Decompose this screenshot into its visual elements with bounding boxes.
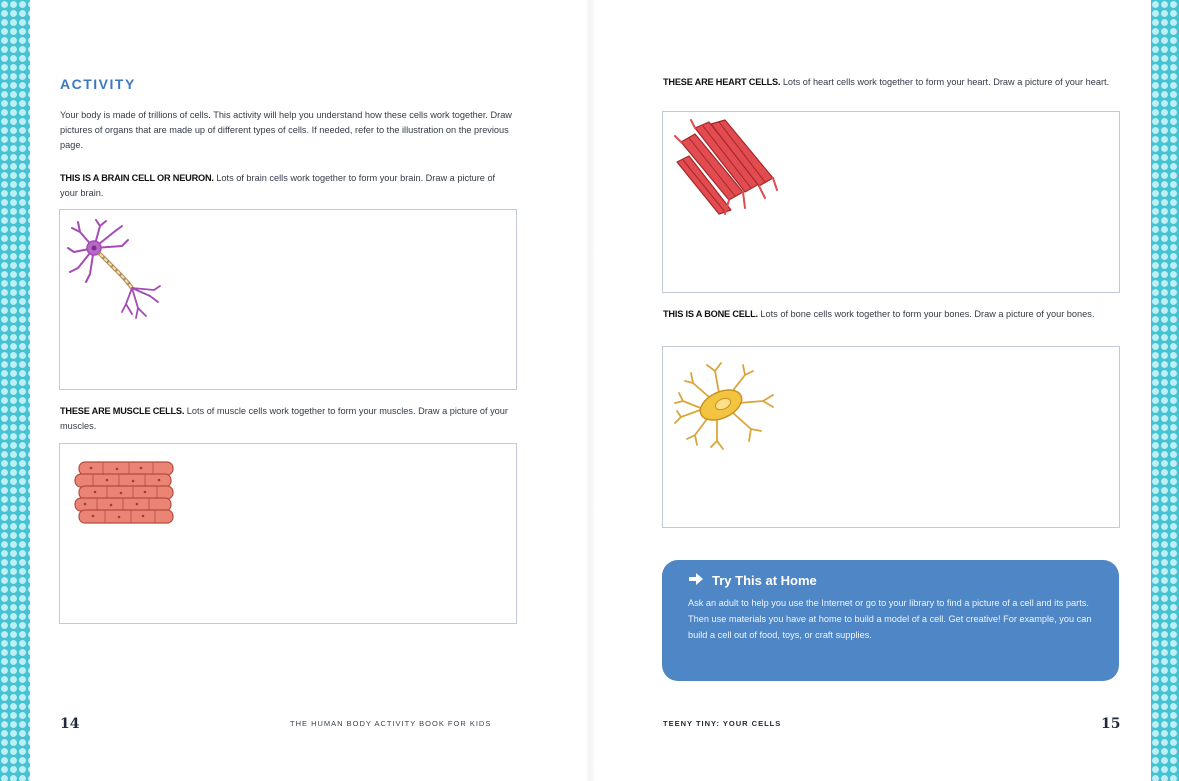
heart-drawing-box[interactable] [662, 111, 1120, 293]
muscle-prompt [60, 404, 515, 434]
muscle-prompt-bold: THESE ARE MUSCLE CELLS. [60, 406, 185, 416]
muscle-drawing-box[interactable] [59, 443, 517, 624]
page-number-left: 14 [60, 716, 80, 732]
brain-drawing-box[interactable] [59, 209, 517, 390]
neuron-illustration [66, 218, 176, 328]
dotted-border-right [1151, 0, 1179, 781]
brain-prompt [60, 171, 510, 201]
bone-prompt-text: Lots of bone cells work together to form your bones. Draw a picture of your bones. [757, 309, 1095, 319]
heart-prompt-text: Lots of heart cells work together to form your heart. Draw a picture of your heart. [780, 77, 1110, 87]
arrow-right-icon [688, 572, 704, 589]
try-this-at-home-callout [662, 560, 1119, 681]
heart-prompt [663, 75, 1118, 90]
bone-drawing-box[interactable] [662, 346, 1120, 528]
dotted-border-left [0, 0, 30, 781]
bone-cell-illustration [673, 357, 783, 453]
page-gutter [585, 0, 595, 781]
bone-prompt-bold: THIS IS A BONE CELL. [663, 309, 758, 319]
heart-cells-illustration [673, 118, 783, 218]
callout-title: Try This at Home [712, 573, 817, 588]
muscle-prompt-text: Lots of muscle cells work together to form your muscles. Draw a picture of your muscles. [60, 406, 508, 431]
page-number-right: 15 [1101, 716, 1121, 732]
brain-prompt-text: Lots of brain cells work together to form your brain. Draw a picture of your brain. [60, 173, 496, 198]
activity-heading: ACTIVITY [60, 76, 136, 92]
muscle-cells-illustration [73, 460, 177, 532]
heart-prompt-bold: THESE ARE HEART CELLS. [663, 77, 781, 87]
footer-book-title: THE HUMAN BODY ACTIVITY BOOK FOR KIDS [290, 719, 492, 728]
bone-prompt [663, 307, 1118, 322]
callout-body: Ask an adult to help you use the Internet or go to your library to find a picture of a cell and its parts. Then use materials you have at home to build a model of a cell. Get creative! For example, you can build a cell out of food, toys, or craft supplies. [688, 598, 1092, 640]
brain-prompt-bold: THIS IS A BRAIN CELL OR NEURON. [60, 173, 214, 183]
intro-paragraph: Your body is made of trillions of cells. This activity will help you understand how these cells work together. Draw pictures of organs that are made up of different types of cells. If needed, refer to the illustration on the previous page. [60, 110, 512, 150]
footer-chapter-title: TEENY TINY: YOUR CELLS [663, 719, 782, 728]
callout-title-row [688, 572, 1093, 589]
